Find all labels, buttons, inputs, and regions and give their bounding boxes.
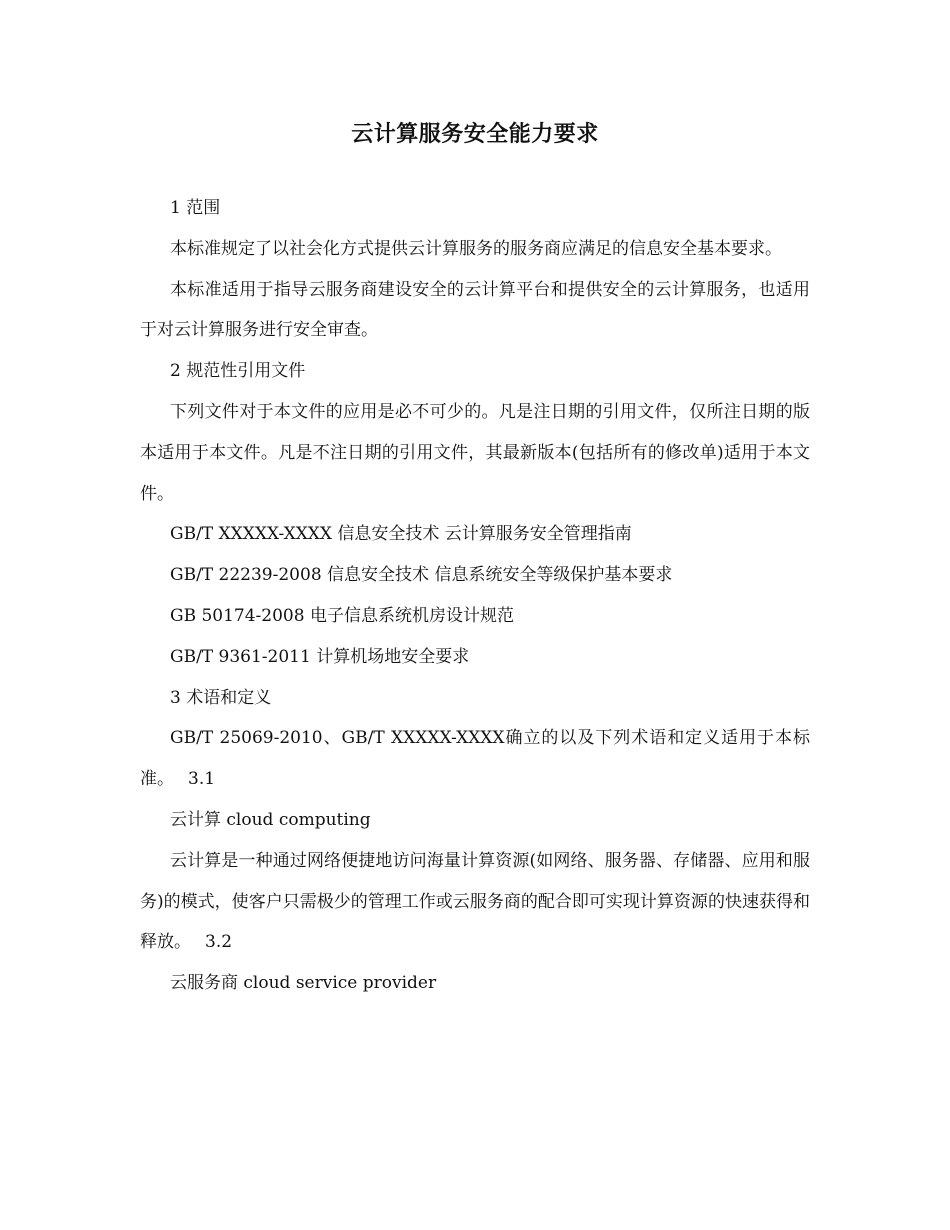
reference-item: GB/T 22239-2008 信息安全技术 信息系统安全等级保护基本要求 <box>170 565 673 586</box>
section-1-heading: 1 范围 <box>170 198 221 218</box>
scope-paragraph-1: 本标准规定了以社会化方式提供云计算服务的服务商应满足的信息安全基本要求。 <box>170 238 782 259</box>
reference-item: GB 50174-2008 电子信息系统机房设计规范 <box>170 605 514 626</box>
normative-references-paragraph: 下列文件对于本文件的应用是必不可少的。凡是注日期的引用文件，仅所注日期的版本适用于本文件。凡是不注日期的引用文件，其最新版本(包括所有的修改单)适用于本文件。 <box>140 401 810 504</box>
term-cloud-service-provider-name: 云服务商 cloud service provider <box>170 973 437 994</box>
reference-item: GB/T XXXXX-XXXX 信息安全技术 云计算服务安全管理指南 <box>170 524 632 545</box>
terms-intro-text: GB/T 25069-2010、GB/T XXXXX-XXXX确立的以及下列术语和定义适用于本标准。 <box>140 728 810 790</box>
term-3-2-number: 3.2 <box>205 932 233 953</box>
term-cloud-computing-definition <box>140 841 810 963</box>
terms-intro-paragraph <box>140 718 810 800</box>
term-3-1-number: 3.1 <box>188 769 216 790</box>
section-2-heading: 2 规范性引用文件 <box>170 361 306 382</box>
term-cloud-computing-name: 云计算 cloud computing <box>170 809 371 830</box>
scope-paragraph-2: 本标准适用于指导云服务商建设安全的云计算平台和提供安全的云计算服务，也适用于对云计算服务进行安全审查。 <box>140 279 810 341</box>
reference-item: GB/T 9361-2011 计算机场地安全要求 <box>170 646 470 667</box>
term-cloud-computing-definition-text: 云计算是一种通过网络便捷地访问海量计算资源(如网络、服务器、存储器、应用和服务)的模式，使客户只需极少的管理工作或云服务商的配合即可实现计算资源的快速获得和释放。 <box>140 850 810 953</box>
document-title: 云计算服务安全能力要求 <box>351 121 599 147</box>
section-3-heading: 3 术语和定义 <box>170 687 272 708</box>
document-body <box>140 188 810 1004</box>
